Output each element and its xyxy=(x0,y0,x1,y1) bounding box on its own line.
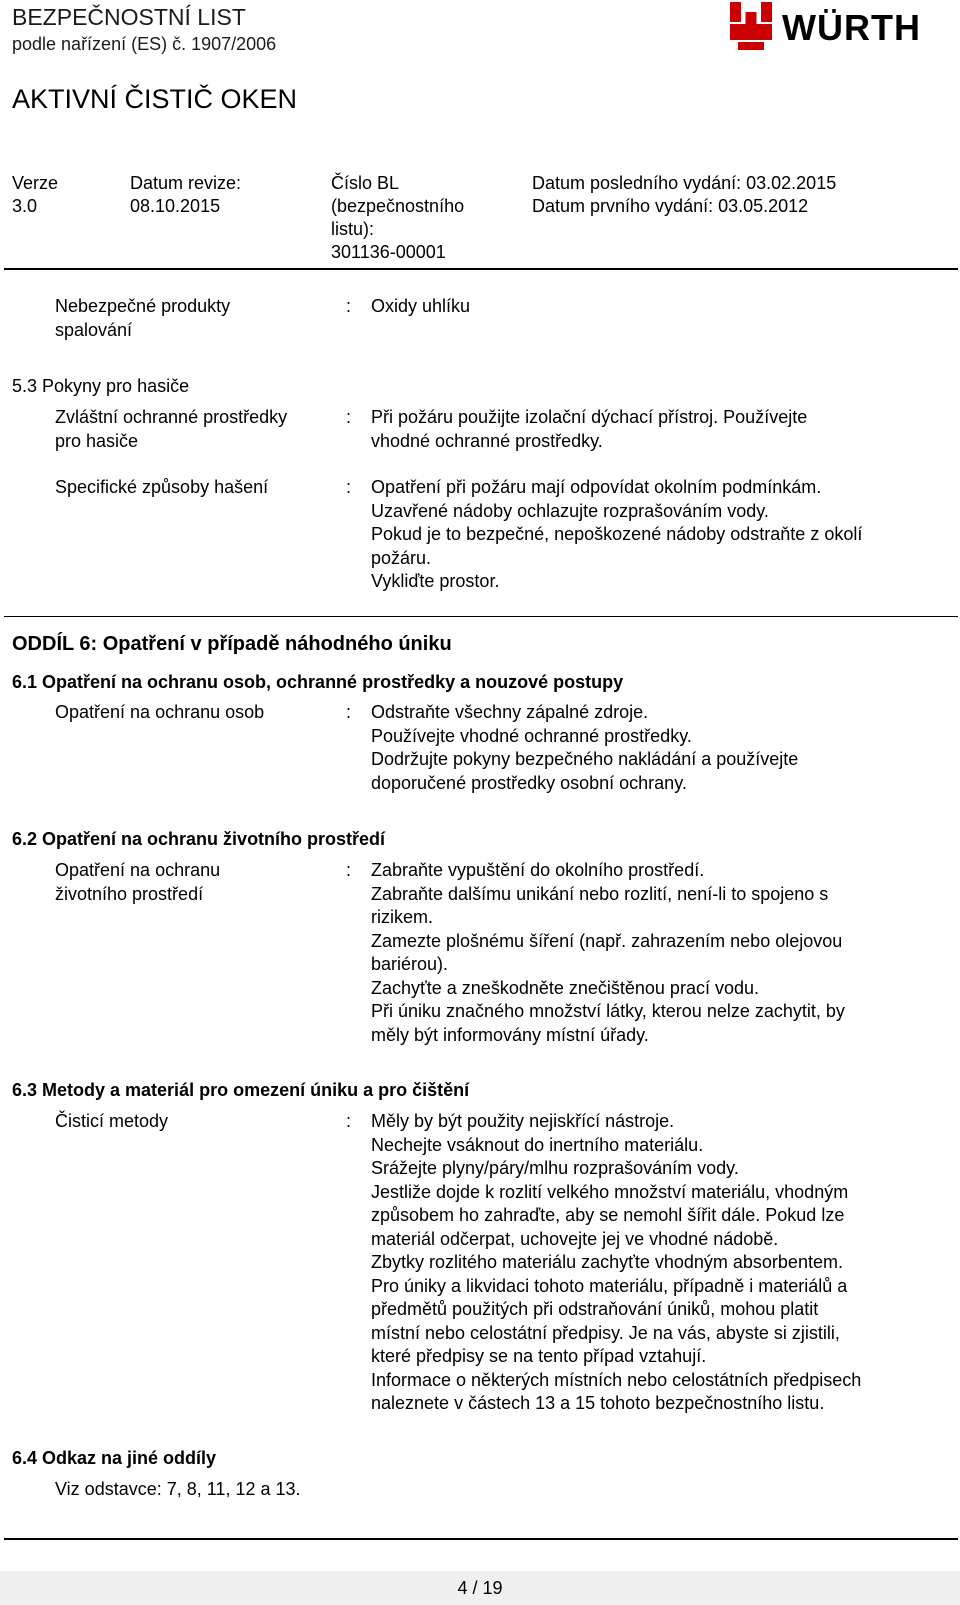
sds-number-block xyxy=(331,172,464,264)
version-value: 3.0 xyxy=(12,196,38,216)
colon: : xyxy=(346,296,352,316)
section-6-title: ODDÍL 6: Opatření v případě náhodného úniku xyxy=(12,633,452,655)
sds-number-value: 301136-00001 xyxy=(331,242,446,262)
environmental-line: Zabraňte dalšímu unikání nebo rozlití, není-li to spojeno s xyxy=(371,883,829,904)
wurth-logo xyxy=(730,2,952,54)
environmental-line: Při úniku značného množství látky, kterou nelze zachytit, by xyxy=(371,1001,845,1021)
section-6-4-text: Viz odstavce: 7, 8, 11, 12 a 13. xyxy=(55,1479,301,1499)
environmental-line: Zamezte plošnému šíření (např. zahrazením nebo olejovou xyxy=(371,930,843,951)
cleaning-line: místní nebo celostátní předpisy. Je na vás, abyste si zjistili, xyxy=(371,1322,840,1343)
cleaning-line: Zbytky rozlitého materiálu zachyťte vhodným absorbentem. xyxy=(371,1252,843,1272)
revision-value: 08.10.2015 xyxy=(130,196,221,216)
footer-divider xyxy=(4,1538,958,1540)
cleaning-line: Měly by být použity nejiskřící nástroje. xyxy=(371,1111,675,1131)
issue-dates-block xyxy=(532,172,836,218)
personal-precautions-line: Odstraňte všechny zápalné zdroje. xyxy=(371,702,649,722)
colon: : xyxy=(346,407,352,427)
extinguishing-line: požáru. xyxy=(371,547,432,568)
extinguishing-line: Vykliďte prostor. xyxy=(371,571,500,591)
cleaning-line: Nechejte vsáknout do inertního materiálu. xyxy=(371,1134,704,1155)
ppe-label xyxy=(55,406,330,453)
page-number: 4 / 19 xyxy=(457,1578,503,1598)
cleaning-line: naleznete v částech 13 a 15 tohoto bezpečnostního listu. xyxy=(371,1393,825,1413)
combustion-label-line-2: spalování xyxy=(55,319,133,340)
colon: : xyxy=(346,477,352,497)
cleaning-line: Informace o některých místních nebo celostátních předpisech xyxy=(371,1369,862,1390)
environmental-line: Zabraňte vypuštění do okolního prostředí. xyxy=(371,860,705,880)
environmental-line: rizikem. xyxy=(371,907,433,927)
section-6-3-title: 6.3 Metody a materiál pro omezení úniku a pro čištění xyxy=(12,1080,470,1100)
last-issue-date: Datum posledního vydání: 03.02.2015 xyxy=(532,173,837,193)
environmental-label-line-2: životního prostředí xyxy=(55,883,204,904)
cleaning-methods-label: Čisticí metody xyxy=(55,1111,169,1131)
section-6-2-title: 6.2 Opatření na ochranu životního prostředí xyxy=(12,829,386,849)
section-6-4-title: 6.4 Odkaz na jiné oddíly xyxy=(12,1448,217,1468)
sds-number-label-1: Číslo BL xyxy=(331,173,400,193)
sds-number-label-3: listu): xyxy=(331,219,375,239)
cleaning-line: předmětů použitých při odstraňování úniků, mohou platit xyxy=(371,1299,819,1319)
environmental-text xyxy=(371,859,951,1047)
section-divider xyxy=(4,616,958,617)
ppe-text xyxy=(371,406,951,453)
extinguishing-line: Opatření při požáru mají odpovídat okolním podmínkám. xyxy=(371,477,822,497)
combustion-label-line-1: Nebezpečné produkty xyxy=(55,296,231,316)
combustion-value: Oxidy uhlíku xyxy=(371,296,471,316)
ppe-label-line-2: pro hasiče xyxy=(55,430,139,451)
revision-block xyxy=(130,172,241,218)
environmental-label xyxy=(55,859,330,906)
ppe-line: Při požáru použijte izolační dýchací přístroj. Používejte xyxy=(371,407,808,427)
section-5-3-title: 5.3 Pokyny pro hasiče xyxy=(12,376,190,396)
extinguishing-line: Pokud je to bezpečné, nepoškozené nádoby odstraňte z okolí xyxy=(371,524,863,544)
environmental-line: bariérou). xyxy=(371,954,449,974)
version-block xyxy=(12,172,58,218)
colon: : xyxy=(346,702,352,722)
regulation-subtitle: podle nařízení (ES) č. 1907/2006 xyxy=(12,34,277,54)
cleaning-line: které předpisy se na tento případ vztahují. xyxy=(371,1346,707,1366)
document-title: BEZPEČNOSTNÍ LIST xyxy=(12,4,246,30)
cleaning-line: Srážejte plyny/páry/mlhu rozprašováním vody. xyxy=(371,1158,739,1178)
environmental-line: měly být informovány místní úřady. xyxy=(371,1024,649,1045)
ppe-line: vhodné ochranné prostředky. xyxy=(371,430,603,451)
personal-precautions-line: Používejte vhodné ochranné prostředky. xyxy=(371,725,692,746)
extinguishing-line: Uzavřené nádoby ochlazujte rozprašováním vody. xyxy=(371,500,769,521)
extinguishing-text xyxy=(371,476,951,594)
header-divider xyxy=(4,268,958,270)
cleaning-line: Pro úniky a likvidaci tohoto materiálu, případně i materiálů a xyxy=(371,1275,848,1296)
personal-precautions-line: doporučené prostředky osobní ochrany. xyxy=(371,772,687,793)
colon: : xyxy=(346,860,352,880)
revision-label: Datum revize: xyxy=(130,173,242,193)
cleaning-line: způsobem ho zahraďte, aby se nemohl šířit dále. Pokud lze xyxy=(371,1205,845,1225)
cleaning-line: Jestliže dojde k rozlití velkého množství materiálu, vhodným xyxy=(371,1181,849,1202)
combustion-label xyxy=(55,295,330,342)
personal-precautions-line: Dodržujte pokyny bezpečného nakládání a používejte xyxy=(371,749,799,769)
product-name: AKTIVNÍ ČISTIČ OKEN xyxy=(12,84,298,114)
first-issue-date: Datum prvního vydání: 03.05.2012 xyxy=(532,196,809,216)
personal-precautions-text xyxy=(371,701,951,795)
version-label: Verze xyxy=(12,173,59,193)
sds-number-label-2: (bezpečnostního xyxy=(331,196,465,216)
ppe-label-line-1: Zvláštní ochranné prostředky xyxy=(55,407,288,427)
section-6-1-title: 6.1 Opatření na ochranu osob, ochranné prostředky a nouzové postupy xyxy=(12,672,624,692)
cleaning-line: materiál odčerpat, uchovejte jej ve vhodné nádobě. xyxy=(371,1228,779,1249)
logo-wordmark: WÜRTH xyxy=(782,7,921,48)
cleaning-methods-text xyxy=(371,1110,951,1416)
environmental-line: Zachyťte a zneškodněte znečištěnou prací vodu. xyxy=(371,977,759,998)
extinguishing-label: Specifické způsoby hašení xyxy=(55,477,269,497)
environmental-label-line-1: Opatření na ochranu xyxy=(55,860,221,880)
colon: : xyxy=(346,1111,352,1131)
personal-precautions-label: Opatření na ochranu osob xyxy=(55,702,265,722)
